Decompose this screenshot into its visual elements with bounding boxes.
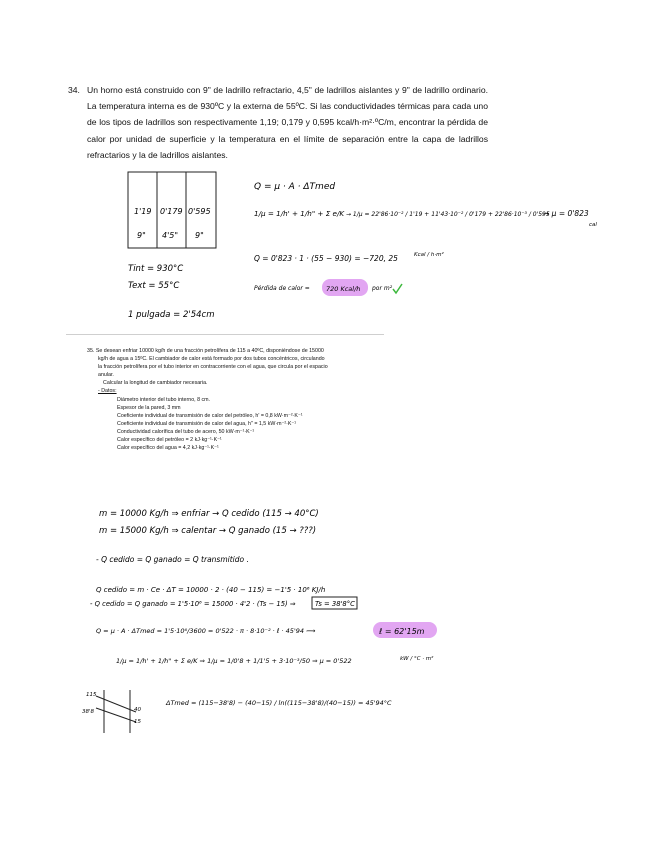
heat-loss-tail: por m² xyxy=(372,285,393,292)
wall-thick-3: 9" xyxy=(195,231,204,240)
p35-line-1: 35. Se desean enfriar 10000 kg/h de una fracción petrolífera de 115 a 40ºC, disponiéndose de 15000 xyxy=(87,348,324,354)
graph-label-388: 38'8 xyxy=(82,709,95,715)
length-result: ℓ = 62'15m xyxy=(379,627,425,636)
hw35-line-2: m = 15000 Kg/h ⇒ calentar → Q ganado (15 → ???) xyxy=(99,526,317,536)
heat-loss-label: Pérdida de calor = xyxy=(254,285,310,292)
p35-data-2: Espesor de la pared, 3 mm xyxy=(117,404,181,411)
eq-mu-result: → μ = 0'823 xyxy=(543,209,589,218)
p35-line-4: anular. xyxy=(98,372,114,379)
p35-line-2: kg/h de agua a 15ºC. El cambiador de calor está formado por dos tubos concéntricos, circulando xyxy=(98,356,325,363)
eq-q-value: Q = 0'823 · 1 · (55 − 930) = −720, 25 xyxy=(254,254,398,263)
hw35-line-7-unit: kW / °C · m² xyxy=(400,656,434,662)
inch-conversion: 1 pulgada = 2'54cm xyxy=(128,310,215,320)
eq-heat-flow: Q = μ · A · ΔTmed xyxy=(254,182,336,192)
wall-k-1: 1'19 xyxy=(134,207,152,216)
graph-label-15: 15 xyxy=(134,719,141,725)
wall-thick-2: 4'5" xyxy=(162,231,179,240)
hw35-line-4: Q cedido = m · Ce · ΔT = 10000 · 2 · (40 − 115) = −1'5 · 10⁶ KJ/h xyxy=(96,586,326,594)
p35-data-4: Coeficiente individual de transmisión de calor del agua, h" = 1,5 kW·m⁻²·K⁻¹ xyxy=(117,420,296,427)
wall-thick-1: 9" xyxy=(137,231,146,240)
p35-line-5: Calcular la longitud de cambiador necesaria. xyxy=(103,380,208,387)
hw35-line-6: Q = μ · A · ΔTmed = 1'5·10⁶/3600 = 0'522 · π · 8·10⁻² · ℓ · 45'94 ⟿ xyxy=(96,627,316,635)
hw35-line-3: - Q cedido = Q ganado = Q transmitido . xyxy=(96,555,249,564)
p35-data-6: Calor específico del petróleo = 2 kJ·kg⁻¹·K⁻¹ xyxy=(117,437,222,444)
heat-loss-value: 720 Kcal/h xyxy=(326,285,361,293)
eq-resistance-values: → 1/μ = 22'86·10⁻² / 1'19 + 11'43·10⁻² / 0'179 + 22'86·10⁻³ / 0'595 xyxy=(346,211,550,218)
hw35-line-5: - Q cedido = Q ganado = 1'5·10⁶ = 15000 · 4'2 · (Ts − 15) ⇒ xyxy=(90,600,296,608)
temperature-graph xyxy=(96,690,136,733)
wall-k-2: 0'179 xyxy=(160,207,183,216)
graph-label-40: 40 xyxy=(134,707,141,713)
hw35-line-7: 1/μ = 1/h' + 1/h" + Σ e/K ⇒ 1/μ = 1/0'8 + 1/1'5 + 3·10⁻³/50 ⇒ μ = 0'522 xyxy=(116,657,352,665)
eq-mu-unit: cal xyxy=(589,222,597,228)
wall-k-3: 0'595 xyxy=(188,207,211,216)
p35-data-3: Coeficiente individual de transmisión de calor del petróleo, h' = 0,8 kW·m⁻²·K⁻¹ xyxy=(117,412,303,419)
p35-data-7: Calor específico del agua = 4,2 kJ·kg⁻¹·K⁻¹ xyxy=(117,445,219,452)
p35-data-heading: - Datos: xyxy=(98,388,117,395)
delta-t-med: ΔTmed = (115−38'8) − (40−15) / ln((115−38'8)/(40−15)) = 45'94°C xyxy=(166,699,392,707)
eq-q-unit: Kcal / h·m² xyxy=(414,252,444,258)
p35-line-3: la fracción petrolífera por el tubo interior en contracorriente con el agua, que circula por el espacio xyxy=(98,364,328,371)
problem-34-text: Un horno está construido con 9" de ladrillo refractario, 4,5" de ladrillos aislantes y 9" de ladrillo ordinario. La temperatura interna es de 930ºC y la externa de 55ºC. Si las conductividades térmicas para cada uno de los tipos de ladrillos son respectivamente 1,19; 0,179 y 0,595 kcal/h·m²·ºC/m, encontrar la pérdida de calor por unidad de superficie y la temperatura en el límite de separación entre la capa de ladrillos refractarios y la de ladrillos aislantes. xyxy=(87,85,488,160)
eq-resistance: 1/μ = 1/h' + 1/h" + Σ e/K xyxy=(254,209,345,218)
p35-data-5: Conductividad calorífica del tubo de acero, 50 kW·m⁻¹·K⁻¹ xyxy=(117,428,255,435)
problem-34-number: 34. xyxy=(68,85,80,95)
p35-data-1: Diámetro interior del tubo interno, 8 cm. xyxy=(117,396,211,403)
hw35-line-1: m = 10000 Kg/h ⇒ enfriar → Q cedido (115 → 40°C) xyxy=(99,509,319,519)
graph-label-115: 115 xyxy=(86,692,97,698)
t-int: Tint = 930°C xyxy=(128,264,184,274)
ts-result: Ts = 38'8°C xyxy=(315,600,355,608)
t-ext: Text = 55°C xyxy=(128,281,180,291)
